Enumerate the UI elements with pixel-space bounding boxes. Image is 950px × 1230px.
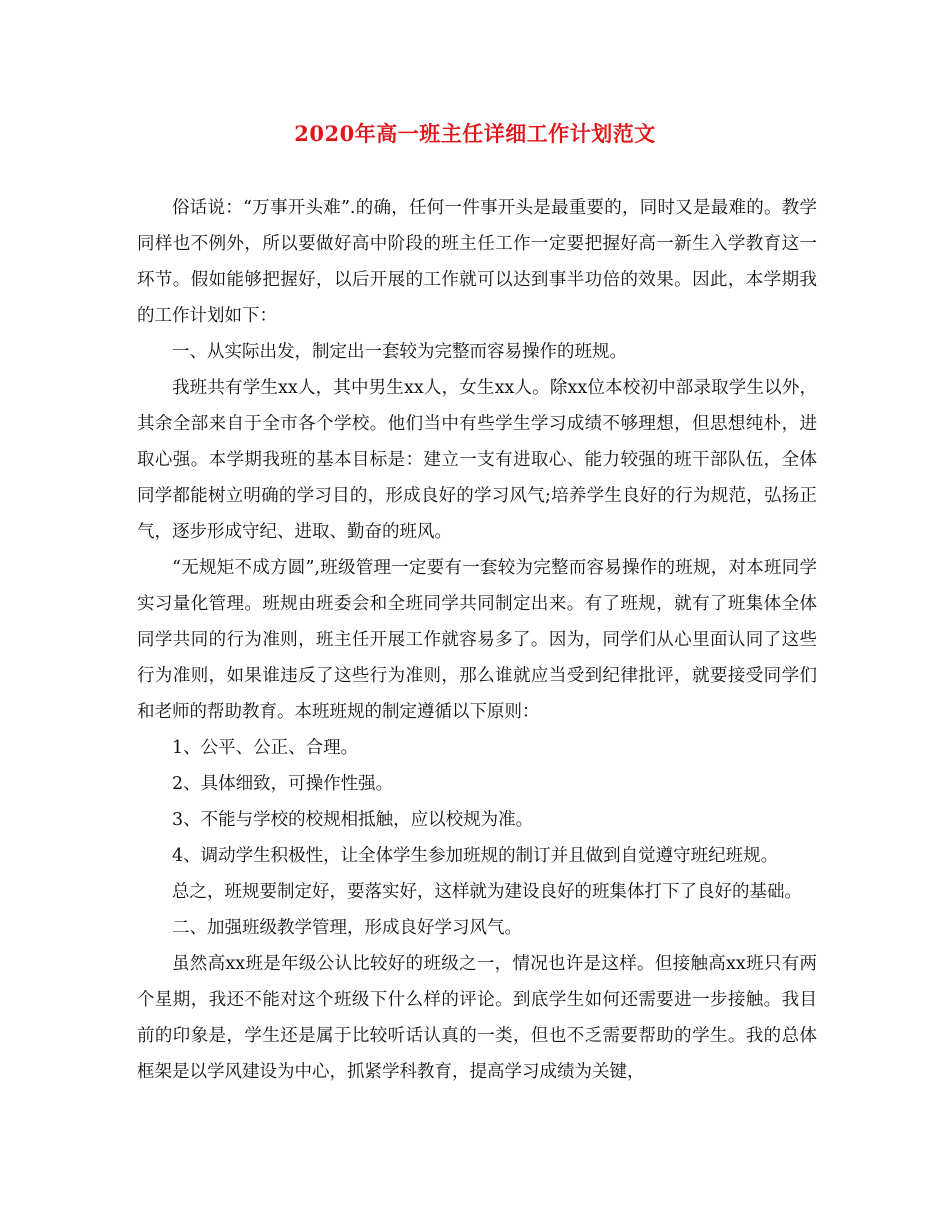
list-item: 1、公平、公正、合理。	[172, 738, 359, 758]
paragraph: “无规矩不成方圆”,班级管理一定要有一套较为完整而容易操作的班规，对本班同学实习量化管理。班规由班委会和全班同学共同制定出来。有了班规，就有了班集体全体同学共同的行为准则，班主任开展工作就容易多了。因为，同学们从心里面认同了这些行为准则，如果谁违反了这些行为准则，那么谁就应当受到纪律批评，就要接受同学们和老师的帮助教育。本班班规的制定遵循以下原则：	[137, 558, 817, 722]
document-title: 2020年高一班主任详细工作计划范文	[294, 121, 656, 146]
paragraph: 我班共有学生xx人，其中男生xx人，女生xx人。除xx位本校初中部录取学生以外，其余全部来自于全市各个学校。他们当中有些学生学习成绩不够理想，但思想纯朴，进取心强。本学期我班的基本目标是：建立一支有进取心、能力较强的班干部队伍，全体同学都能树立明确的学习目的，形成良好的学习风气;培养学生良好的行为规范，弘扬正气，逐步形成守纪、进取、勤奋的班风。	[137, 378, 817, 542]
section-heading: 二、加强班级教学管理，形成良好学习风气。	[172, 918, 522, 938]
list-item: 2、具体细致，可操作性强。	[172, 774, 394, 794]
paragraph: 俗话说：“万事开头难”.的确，任何一件事开头是最重要的，同时又是最难的。教学同样也不例外，所以要做好高中阶段的班主任工作一定要把握好高一新生入学教育这一环节。假如能够把握好，以后开展的工作就可以达到事半功倍的效果。因此，本学期我的工作计划如下：	[137, 198, 817, 326]
section-heading: 一、从实际出发，制定出一套较为完整而容易操作的班规。	[172, 342, 627, 362]
list-item: 3、不能与学校的校规相抵触，应以校规为准。	[172, 810, 534, 830]
paragraph: 虽然高xx班是年级公认比较好的班级之一，情况也许是这样。但接触高xx班只有两个星期，我还不能对这个班级下什么样的评论。到底学生如何还需要进一步接触。我目前的印象是，学生还是属于比较听话认真的一类，但也不乏需要帮助的学生。我的总体框架是以学风建设为中心，抓紧学科教育，提高学习成绩为关键，	[137, 954, 817, 1082]
list-item: 4、调动学生积极性，让全体学生参加班规的制订并且做到自觉遵守班纪班规。	[172, 846, 779, 866]
document-body	[137, 190, 817, 1090]
paragraph: 总之，班规要制定好，要落实好，这样就为建设良好的班集体打下了良好的基础。	[172, 882, 802, 902]
